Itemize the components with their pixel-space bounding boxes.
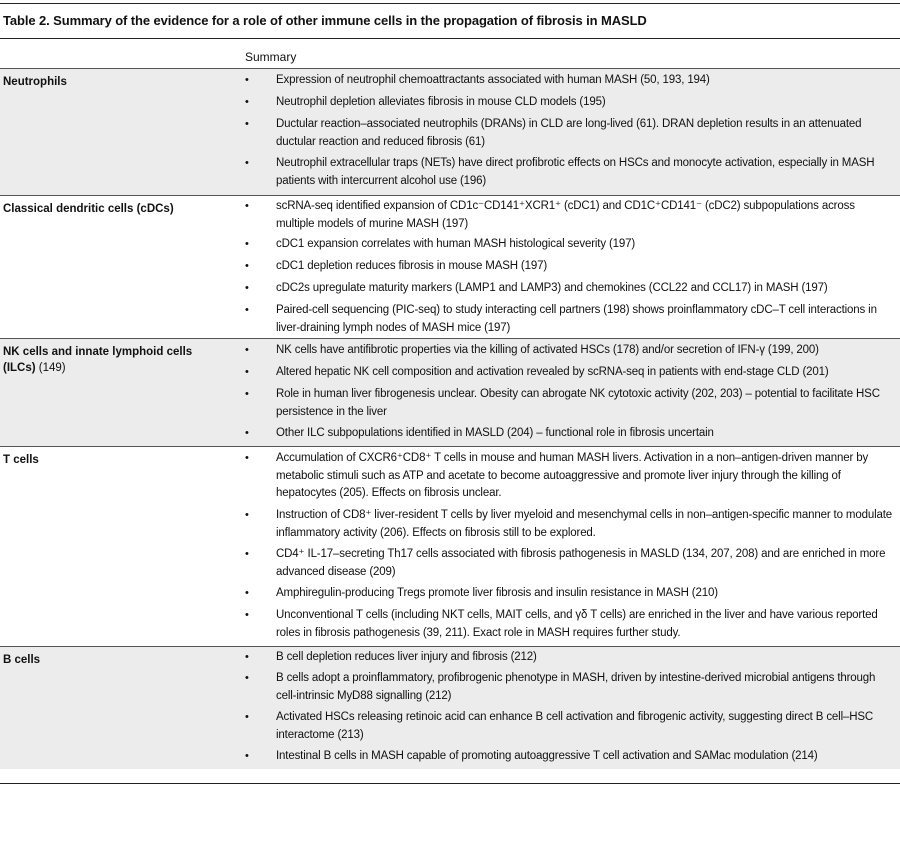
row-group-cdcs: Classical dendritic cells (cDCs) • scRNA-seq identified expansion of CD1c⁻CD141⁺XCR1⁺ (cDC1) and CD1C⁺CD141⁻ (cDC2) subpopulations across multiple models of murine MASH (197) • cDC1 expansion correlates with human MASH histological severity (197) • cDC1 depletion reduces fibrosis in mouse MASH (197) • cDC2s upregulate maturity markers (LAMP1 and LAMP3) and chemokines (CCL22 and CCL17) in MASH (197) • Paired-cell sequencing (PIC-seq) to study interacting cell partners (198) shows proinflammatory cDC–T cell interactions in liver-draining lymph nodes of MASH mice (197)	[0, 195, 900, 339]
column-header-summary: Summary	[245, 50, 297, 64]
bottom-rule	[0, 783, 900, 784]
row-label: Classical dendritic cells (cDCs)	[3, 203, 174, 215]
row-group-nk-cells: NK cells and innate lymphoid cells (ILCs) (149) • NK cells have antifibrotic properties via the killing of activated HSCs (178) and/or secretion of IFN-γ (199, 200) • Altered hepatic NK cell composition and activation revealed by scRNA-seq in patients with end-stage CLD (201) • Role in human liver fibrogenesis unclear. Obesity can abrogate NK cytotoxic activity (202, 203) – potential to facilitate HSC persistence in the liver • Other ILC subpopulations identified in MASLD (204) – functional role in fibrosis uncertain	[0, 338, 900, 447]
row-group-t-cells: T cells • Accumulation of CXCR6⁺CD8⁺ T cells in mouse and human MASH livers. Activation in a non–antigen-driven manner by metabolic stimuli such as ATP and acetate to become autoaggressive and promote liver injury through the killing of hepatocytes (205). Effects on fibrosis unclear. • Instruction of CD8⁺ liver-resident T cells by liver myeloid and mesenchymal cells in non–antigen-specific manner to modulate inflammatory activity (206). Effects on fibrosis still to be explored. • CD4⁺ IL-17–secreting Th17 cells associated with fibrosis pathogenesis in MASLD (134, 207, 208) and are enriched in more advanced disease (209) • Amphiregulin-producing Tregs promote liver fibrosis and insulin resistance in MASH (210) • Unconventional T cells (including NKT cells, MAIT cells, and γδ T cells) are enriched in the liver and have various reported roles in fibrosis pathogenesis (39, 211). Exact role in MASH requires further study.	[0, 446, 900, 647]
row-label: Neutrophils	[3, 76, 67, 88]
row-label: B cells	[3, 654, 41, 666]
row-label: NK cells and innate lymphoid cells (ILCs) (149)	[3, 346, 193, 374]
row-group-neutrophils: Neutrophils • Expression of neutrophil chemoattractants associated with human MASH (50, 193, 194) • Neutrophil depletion alleviates fibrosis in mouse CLD models (195) • Ductular reaction–associated neutrophils (DRANs) in CLD are long-lived (61). DRAN depletion results in an attenuated ductular reaction and reduced fibrosis (61) • Neutrophil extracellular traps (NETs) have direct profibrotic effects on HSCs and monocyte activation, especially in MASH patients with intercurrent alcohol use (196)	[0, 68, 900, 196]
top-rule	[0, 3, 900, 4]
row-group-b-cells: B cells • B cell depletion reduces liver injury and fibrosis (212) • B cells adopt a proinflammatory, profibrogenic phenotype in MASH, driven by intestine-derived microbial antigens through cell-intrinsic MyD88 signalling (212) • Activated HSCs releasing retinoic acid can enhance B cell activation and fibrogenic activity, suggesting direct B cell–HSC interactome (213) • Intestinal B cells in MASH capable of promoting autoaggressive T cell activation and SAMac modulation (214)	[0, 646, 900, 769]
table-title: Table 2. Summary of the evidence for a role of other immune cells in the propagation of fibrosis in MASLD	[3, 13, 647, 28]
row-label: T cells	[3, 454, 39, 466]
title-rule	[0, 38, 900, 39]
